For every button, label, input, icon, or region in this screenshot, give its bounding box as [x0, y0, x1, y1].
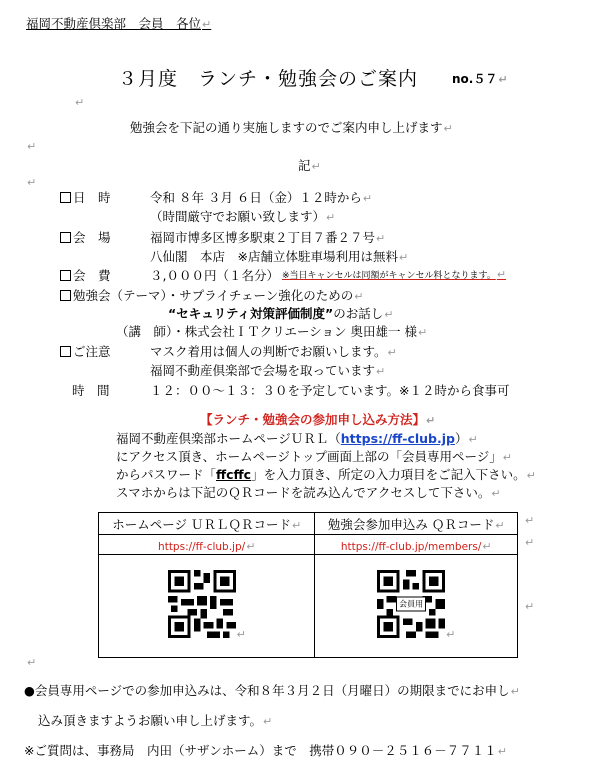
qr-col1-cell: ↵: [99, 555, 315, 658]
venue-label: 会 場: [60, 228, 111, 246]
paragraph-mark: ↵: [525, 536, 535, 549]
venue-address: 福岡市博多区博多駅東２丁目７番２７号↵: [150, 230, 386, 245]
checkbox-square-icon: [60, 192, 71, 203]
qr-col2-url: https://ff-club.jp/members/↵: [315, 535, 518, 555]
checkbox-square-icon: [60, 270, 71, 281]
qr-code-table: [98, 512, 518, 658]
paragraph-mark: ↵: [525, 600, 535, 613]
apply-line-4: スマホからは下記のＱＲコードを読み込んでアクセスして下さい。↵: [116, 485, 501, 500]
paragraph-mark: ↵: [27, 656, 37, 669]
recipient-line: 福岡不動産倶楽部 会員 各位↵: [26, 16, 212, 31]
caution-1: マスク着用は個人の判断でお願いします。↵: [150, 344, 397, 359]
fee-note: ※当日キャンセルは同額がキャンセル料となります。↵: [282, 268, 507, 281]
paragraph-mark: ↵: [27, 176, 37, 189]
homepage-link[interactable]: https://ff-club.jp: [340, 431, 455, 446]
checkbox-square-icon: [60, 346, 71, 357]
deadline-notice-cont: 込み頂きますようお願い申し上げます。↵: [38, 713, 273, 728]
apply-line-1: 福岡不動産倶楽部ホームページＵＲＬ（https://ff-club.jp）↵: [116, 431, 478, 446]
apply-heading: 【ランチ・勉強会の参加申し込み方法】↵: [200, 412, 436, 427]
theme-label: 勉強会（テーマ）・サプライチェーン強化のための↵: [60, 286, 363, 304]
fee-label: 会 費: [60, 266, 111, 284]
paragraph-mark: ↵: [75, 96, 85, 109]
caution-2: 福岡不動産倶楽部で会場を取っています↵: [150, 363, 386, 378]
deadline-notice: ●会員専用ページでの参加申込みは、令和８年３月２日（月曜日）の期限までにお申し↵: [24, 683, 520, 698]
venue-name: 八仙閣 本店 ※店舗立体駐車場利用は無料↵: [150, 249, 409, 264]
time-label: 時 間: [72, 383, 110, 398]
fee-value: ３,０００円（１名分）: [150, 268, 279, 283]
issue-number: no.５７↵: [452, 72, 508, 86]
checkbox-square-icon: [60, 290, 71, 301]
qr-col2-header: 勉強会参加申込み ＱＲコード↵: [315, 513, 518, 535]
qr-col1-header: ホームページ ＵＲＬＱＲコード↵: [99, 513, 315, 535]
time-value: １２：００～１３：３０を予定しています。※１２時から食事可: [150, 383, 510, 398]
contact-line: ※ご質問は、事務局 内田（サザンホーム）まで 携帯０９０－２５１６－７７１１↵: [24, 743, 507, 758]
password-text: ffcffc: [216, 467, 252, 482]
checkbox-square-icon: [60, 232, 71, 243]
paragraph-mark: ↵: [525, 514, 535, 527]
qr-col1-url: https://ff-club.jp/↵: [99, 535, 315, 555]
members-qr-code-icon[interactable]: [377, 570, 445, 638]
qr-col2-cell: 会員用 ↵: [315, 555, 518, 658]
caution-label: ご注意: [60, 342, 111, 360]
ki-heading: 記↵: [298, 158, 321, 173]
apply-line-3: からパスワード「ffcffc」を入力頂き、所定の入力項目をご記入下さい。↵: [116, 467, 536, 482]
date-note: （時間厳守でお願い致します）↵: [150, 209, 336, 224]
apply-line-2: にアクセス頂き、ホームページトップ画面上部の「会員専用ページ」↵: [116, 449, 512, 464]
lecturer: （講 師）・株式会社ＩＴクリエーション 奥田雄一 様↵: [116, 324, 428, 339]
page-title: ３月度 ランチ・勉強会のご案内: [118, 68, 419, 90]
paragraph-mark: ↵: [27, 140, 37, 153]
date-value: 令和 ８年 ３月 ６日（金）１２時から↵: [150, 190, 373, 205]
date-label: 日 時: [60, 188, 111, 206]
theme-title: “セキュリティ対策評価制度”のお話し↵: [168, 306, 394, 321]
intro-text: 勉強会を下記の通り実施しますのでご案内申し上げます↵: [130, 120, 453, 135]
qr-center-label: 会員用: [396, 597, 426, 612]
homepage-qr-code-icon[interactable]: [168, 570, 236, 638]
